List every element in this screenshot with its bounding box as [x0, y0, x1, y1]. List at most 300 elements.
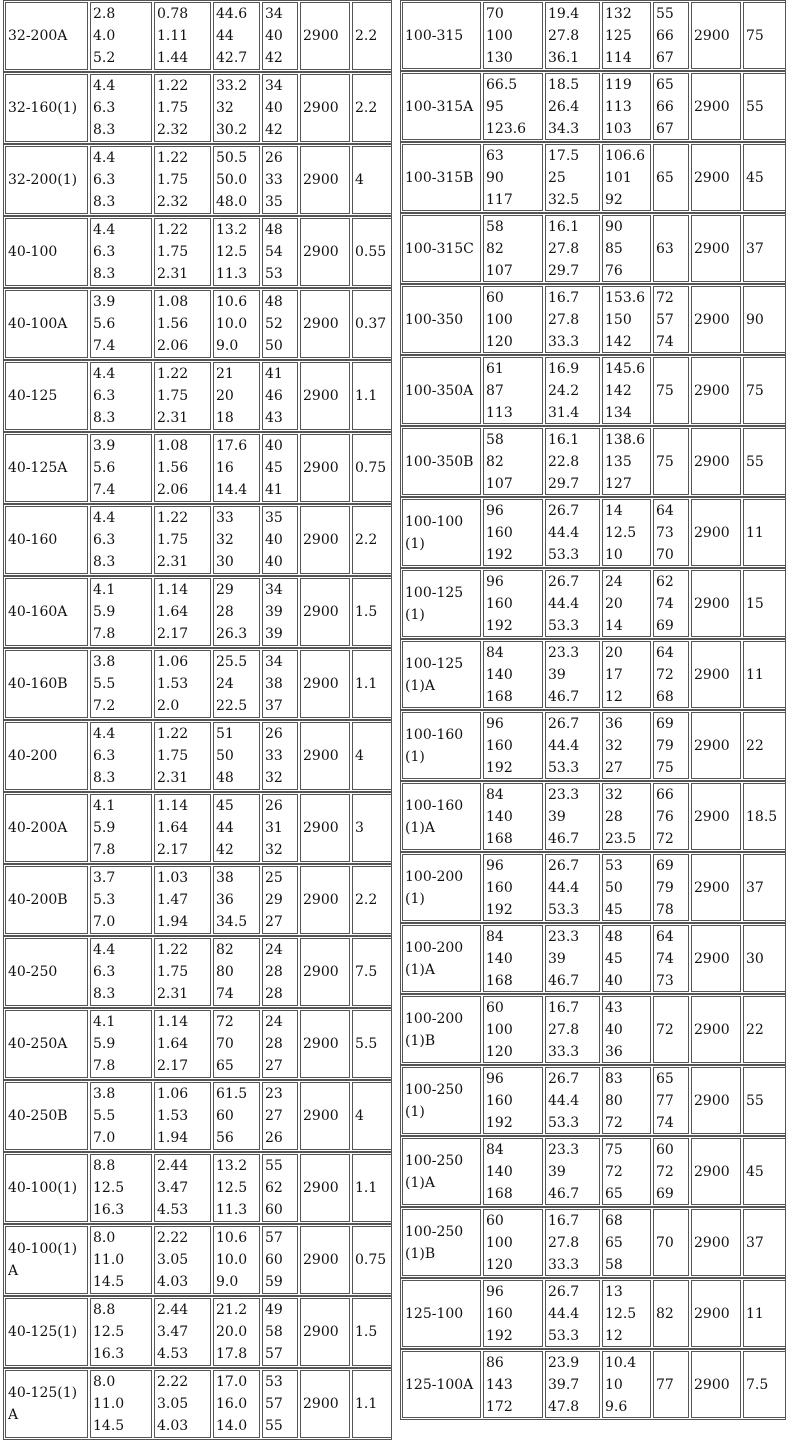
- cell-value: 66: [656, 27, 674, 44]
- cell-value: 66: [656, 786, 674, 803]
- cell-value: 25.5: [216, 654, 248, 670]
- cell-value: 7.8: [93, 1058, 116, 1074]
- flow-ls-cell: [545, 783, 600, 850]
- cell-value: 0.78: [157, 6, 189, 22]
- cell-value: 72: [656, 666, 674, 683]
- cell-value: 160: [486, 1305, 513, 1322]
- table-row: [400, 497, 786, 568]
- cell-value: 23.9: [548, 1354, 580, 1371]
- flow-ls-cell: [154, 722, 211, 790]
- cell-value: 6.3: [93, 748, 116, 764]
- cell-value: 1.75: [157, 748, 189, 764]
- cell-value: 53.3: [548, 759, 580, 776]
- speed-cell: 2900: [300, 866, 350, 934]
- cell-value: 140: [486, 1163, 513, 1180]
- cell-value: 33.3: [548, 1043, 580, 1060]
- cell-value: 3.05: [157, 1252, 189, 1268]
- cell-value: 42: [265, 122, 283, 138]
- cell-value: 30.2: [216, 122, 248, 138]
- cell-value: 79: [656, 737, 674, 754]
- flow-m3h-cell: [90, 1082, 152, 1150]
- flow-m3h-cell: [483, 428, 543, 495]
- flow-ls-cell: [545, 1351, 600, 1418]
- cell-value: 73: [656, 972, 674, 989]
- flow-m3h-cell: [90, 722, 152, 790]
- efficiency-cell: [653, 1209, 689, 1276]
- model-cell: 100-250(1): [402, 1067, 481, 1134]
- cell-value: 4.4: [93, 150, 116, 166]
- power-cell: 7.5: [352, 938, 392, 1006]
- cell-value: 28: [265, 964, 283, 980]
- cell-value: 12.5: [605, 524, 637, 541]
- model-cell: 32-200(1): [5, 146, 88, 214]
- cell-value: 84: [486, 928, 504, 945]
- cell-value: 17.0: [216, 1374, 248, 1390]
- cell-value: 41: [265, 482, 283, 498]
- cell-value: 76: [605, 262, 623, 279]
- cell-value: 23.3: [548, 644, 580, 661]
- cell-value: 2.44: [157, 1158, 189, 1174]
- cell-value: 46.7: [548, 830, 580, 847]
- cell-value: 36: [605, 715, 623, 732]
- cell-value: 30: [216, 554, 234, 570]
- cell-value: 57: [265, 1230, 283, 1246]
- power-cell: 7.5: [743, 1351, 786, 1418]
- cell-value: 50.5: [216, 150, 248, 166]
- cell-value: 35: [265, 194, 283, 210]
- speed-cell: 2900: [691, 783, 741, 850]
- cell-value: 26.4: [548, 98, 580, 115]
- flow-ls-cell: [545, 1280, 600, 1347]
- cell-value: 36: [216, 892, 234, 908]
- cell-value: 168: [486, 830, 513, 847]
- cell-value: 38: [265, 676, 283, 692]
- speed-cell: 2900: [691, 357, 741, 424]
- cell-value: 1.06: [157, 1086, 189, 1102]
- cell-value: 2.06: [157, 338, 189, 354]
- cell-value: 106.6: [605, 147, 646, 164]
- table-row: [400, 1278, 786, 1349]
- cell-value: 12.5: [605, 1305, 637, 1322]
- cell-value: 65: [656, 1070, 674, 1087]
- cell-value: 145.6: [605, 360, 646, 377]
- cell-value: 10.4: [605, 1354, 637, 1371]
- cell-value: 172: [486, 1398, 513, 1415]
- flow-ls-cell: [154, 506, 211, 574]
- cell-value: 39: [265, 626, 283, 642]
- cell-value: 160: [486, 595, 513, 612]
- flow-m3h-cell: [483, 570, 543, 637]
- cell-value: 153.6: [605, 289, 646, 306]
- table-row: [3, 504, 392, 576]
- cell-value: 60: [486, 999, 504, 1016]
- table-row-cells: [5, 218, 390, 286]
- cell-value: 33: [265, 172, 283, 188]
- cell-value: 4.4: [93, 942, 116, 958]
- head-cell: [213, 866, 260, 934]
- table-row: [3, 432, 392, 504]
- speed-cell: 2900: [691, 1138, 741, 1205]
- cell-value: 38: [216, 870, 234, 886]
- power-cell: 37: [743, 215, 786, 282]
- cell-value: 14.5: [93, 1418, 125, 1434]
- cell-value: 1.56: [157, 460, 189, 476]
- cell-value: 77: [656, 1376, 674, 1393]
- cell-value: 53.3: [548, 1114, 580, 1131]
- cell-value: 96: [486, 1283, 504, 1300]
- cell-value: 9.0: [216, 338, 239, 354]
- cell-value: 44.4: [548, 1092, 580, 1109]
- flow-ls-cell: [154, 1370, 211, 1438]
- model-cell: 32-160(1): [5, 74, 88, 142]
- cell-value: 4.4: [93, 78, 116, 94]
- cell-value: 32.5: [548, 191, 580, 208]
- flow-ls-cell: [154, 290, 211, 358]
- model-cell: 100-315A: [402, 73, 481, 140]
- cell-value: 29: [265, 892, 283, 908]
- speed-cell: 2900: [300, 218, 350, 286]
- flow-ls-cell: [154, 434, 211, 502]
- efficiency-cell: [262, 146, 298, 214]
- table-row-cells: [402, 712, 784, 779]
- cell-value: 1.22: [157, 942, 189, 958]
- flow-m3h-cell: [90, 74, 152, 142]
- speed-cell: 2900: [300, 146, 350, 214]
- cell-value: 4.03: [157, 1274, 189, 1290]
- table-row-cells: [5, 434, 390, 502]
- cell-value: 53.3: [548, 901, 580, 918]
- table-row: [400, 568, 786, 639]
- table-row: [3, 1008, 392, 1080]
- cell-value: 80: [605, 1092, 623, 1109]
- table-row: [3, 864, 392, 936]
- cell-value: 119: [605, 76, 632, 93]
- cell-value: 45: [605, 901, 623, 918]
- cell-value: 75: [656, 759, 674, 776]
- speed-cell: 2900: [300, 578, 350, 646]
- cell-value: 142: [605, 382, 632, 399]
- table-row-cells: [5, 290, 390, 358]
- cell-value: 1.75: [157, 388, 189, 404]
- cell-value: 1.14: [157, 1014, 189, 1030]
- cell-value: 16: [216, 460, 234, 476]
- speed-cell: 2900: [691, 2, 741, 69]
- cell-value: 8.0: [93, 1374, 116, 1390]
- cell-value: 1.22: [157, 726, 189, 742]
- flow-ls-cell: [154, 794, 211, 862]
- flow-ls-cell: [154, 2, 211, 70]
- cell-value: 3.7: [93, 870, 116, 886]
- table-row-cells: [5, 578, 390, 646]
- cell-value: 63: [656, 240, 674, 257]
- cell-value: 26: [265, 798, 283, 814]
- table-row-cells: [402, 1351, 784, 1418]
- efficiency-cell: [262, 650, 298, 718]
- speed-cell: 2900: [691, 854, 741, 921]
- cell-value: 100: [486, 1021, 513, 1038]
- efficiency-cell: [653, 2, 689, 69]
- cell-value: 10: [605, 546, 623, 563]
- cell-value: 61: [486, 360, 504, 377]
- cell-value: 113: [605, 98, 632, 115]
- cell-value: 75: [656, 382, 674, 399]
- speed-cell: 2900: [300, 1226, 350, 1294]
- flow-m3h-cell: [90, 1370, 152, 1438]
- flow-ls-cell: [154, 146, 211, 214]
- cell-value: 192: [486, 546, 513, 563]
- flow-ls-cell: [154, 578, 211, 646]
- power-cell: 0.55: [352, 218, 392, 286]
- cell-value: 8.3: [93, 122, 116, 138]
- model-cell: 40-160B: [5, 650, 88, 718]
- speed-cell: 2900: [691, 499, 741, 566]
- efficiency-cell: [262, 1226, 298, 1294]
- cell-value: 20.0: [216, 1324, 248, 1340]
- efficiency-cell: [653, 925, 689, 992]
- table-row-cells: [5, 1298, 390, 1366]
- flow-ls-cell: [154, 1082, 211, 1150]
- table-row-cells: [5, 650, 390, 718]
- power-cell: 22: [743, 712, 786, 779]
- speed-cell: 2900: [300, 1154, 350, 1222]
- table-row-cells: [402, 215, 784, 282]
- cell-value: 123.6: [486, 120, 527, 137]
- head-cell: [213, 218, 260, 286]
- cell-value: 5.3: [93, 892, 116, 908]
- cell-value: 45: [265, 460, 283, 476]
- power-cell: 4: [352, 722, 392, 790]
- cell-value: 53: [265, 266, 283, 282]
- table-row: [400, 284, 786, 355]
- cell-value: 49: [265, 1302, 283, 1318]
- efficiency-cell: [653, 428, 689, 495]
- cell-value: 135: [605, 453, 632, 470]
- cell-value: 10: [605, 1376, 623, 1393]
- efficiency-cell: [653, 1280, 689, 1347]
- head-cell: [213, 290, 260, 358]
- cell-value: 160: [486, 524, 513, 541]
- cell-value: 40: [265, 554, 283, 570]
- cell-value: 5.9: [93, 604, 116, 620]
- cell-value: 96: [486, 715, 504, 732]
- table-row: [3, 72, 392, 144]
- table-row: [400, 0, 786, 71]
- cell-value: 32: [265, 770, 283, 786]
- cell-value: 1.22: [157, 222, 189, 238]
- power-cell: 0.75: [352, 434, 392, 502]
- cell-value: 18.5: [548, 76, 580, 93]
- cell-value: 29.7: [548, 475, 580, 492]
- speed-cell: 2900: [300, 1010, 350, 1078]
- cell-value: 76: [656, 808, 674, 825]
- table-row: [3, 360, 392, 432]
- cell-value: 60: [216, 1108, 234, 1124]
- flow-ls-cell: [545, 215, 600, 282]
- table-row: [3, 0, 392, 72]
- power-cell: 75: [743, 2, 786, 69]
- cell-value: 26: [265, 1130, 283, 1146]
- cell-value: 8.3: [93, 770, 116, 786]
- cell-value: 34: [265, 78, 283, 94]
- cell-value: 40: [605, 972, 623, 989]
- cell-value: 85: [605, 240, 623, 257]
- cell-value: 2.31: [157, 266, 189, 282]
- head-cell: [602, 357, 651, 424]
- model-cell: 40-125(1): [5, 1298, 88, 1366]
- flow-ls-cell: [545, 286, 600, 353]
- cell-value: 100: [486, 27, 513, 44]
- power-cell: 1.1: [352, 650, 392, 718]
- cell-value: 3.8: [93, 654, 116, 670]
- table-row-cells: [5, 506, 390, 574]
- speed-cell: 2900: [300, 938, 350, 1006]
- cell-value: 29: [216, 582, 234, 598]
- cell-value: 160: [486, 879, 513, 896]
- power-cell: 90: [743, 286, 786, 353]
- cell-value: 45: [605, 950, 623, 967]
- model-cell: 40-125(1)A: [5, 1370, 88, 1438]
- table-row: [400, 994, 786, 1065]
- cell-value: 39: [548, 666, 566, 683]
- cell-value: 5.6: [93, 316, 116, 332]
- cell-value: 4.1: [93, 1014, 116, 1030]
- model-cell: 125-100A: [402, 1351, 481, 1418]
- power-cell: 11: [743, 499, 786, 566]
- power-cell: 1.5: [352, 1298, 392, 1366]
- cell-value: 7.4: [93, 482, 116, 498]
- model-cell: 100-160(1)A: [402, 783, 481, 850]
- table-row-cells: [402, 2, 784, 69]
- power-cell: 1.1: [352, 362, 392, 430]
- efficiency-cell: [653, 215, 689, 282]
- cell-value: 42.7: [216, 50, 248, 66]
- model-cell: 100-350: [402, 286, 481, 353]
- cell-value: 132: [605, 5, 632, 22]
- cell-value: 96: [486, 573, 504, 590]
- cell-value: 27: [605, 759, 623, 776]
- table-row: [3, 1080, 392, 1152]
- speed-cell: 2900: [691, 428, 741, 495]
- cell-value: 127: [605, 475, 632, 492]
- cell-value: 34.3: [548, 120, 580, 137]
- table-row: [3, 216, 392, 288]
- cell-value: 46.7: [548, 688, 580, 705]
- cell-value: 113: [486, 404, 513, 421]
- speed-cell: 2900: [691, 1067, 741, 1134]
- cell-value: 23.3: [548, 928, 580, 945]
- cell-value: 8.3: [93, 194, 116, 210]
- table-row-cells: [5, 1082, 390, 1150]
- cell-value: 64: [656, 502, 674, 519]
- power-cell: 0.37: [352, 290, 392, 358]
- model-cell: 40-250A: [5, 1010, 88, 1078]
- cell-value: 34: [265, 654, 283, 670]
- efficiency-cell: [262, 434, 298, 502]
- cell-value: 62: [265, 1180, 283, 1196]
- cell-value: 26: [265, 150, 283, 166]
- cell-value: 1.03: [157, 870, 189, 886]
- cell-value: 120: [486, 1043, 513, 1060]
- cell-value: 2.17: [157, 842, 189, 858]
- cell-value: 8.0: [93, 1230, 116, 1246]
- model-cell: 40-250: [5, 938, 88, 1006]
- table-row-cells: [5, 74, 390, 142]
- cell-value: 3.9: [93, 294, 116, 310]
- cell-value: 56: [216, 1130, 234, 1146]
- cell-value: 32: [605, 786, 623, 803]
- cell-value: 86: [486, 1354, 504, 1371]
- power-cell: 22: [743, 996, 786, 1063]
- cell-value: 2.17: [157, 1058, 189, 1074]
- cell-value: 26: [265, 726, 283, 742]
- cell-value: 33.2: [216, 78, 248, 94]
- cell-value: 10.6: [216, 294, 248, 310]
- cell-value: 27.8: [548, 1234, 580, 1251]
- cell-value: 1.56: [157, 316, 189, 332]
- table-row-cells: [5, 866, 390, 934]
- flow-ls-cell: [545, 1067, 600, 1134]
- cell-value: 62: [656, 573, 674, 590]
- cell-value: 3.47: [157, 1180, 189, 1196]
- cell-value: 168: [486, 972, 513, 989]
- cell-value: 27.8: [548, 240, 580, 257]
- cell-value: 2.44: [157, 1302, 189, 1318]
- cell-value: 125: [605, 27, 632, 44]
- table-row: [3, 576, 392, 648]
- speed-cell: 2900: [300, 434, 350, 502]
- head-cell: [213, 74, 260, 142]
- cell-value: 10.0: [216, 1252, 248, 1268]
- flow-ls-cell: [154, 1226, 211, 1294]
- cell-value: 53.3: [548, 546, 580, 563]
- cell-value: 13: [605, 1283, 623, 1300]
- pump-table-right: [400, 0, 786, 1420]
- flow-m3h-cell: [90, 218, 152, 286]
- cell-value: 92: [605, 191, 623, 208]
- cell-value: 11.3: [216, 266, 248, 282]
- cell-value: 26.3: [216, 626, 248, 642]
- cell-value: 2.0: [157, 698, 180, 714]
- cell-value: 75: [605, 1141, 623, 1158]
- table-row-cells: [402, 286, 784, 353]
- efficiency-cell: [262, 218, 298, 286]
- cell-value: 6.3: [93, 532, 116, 548]
- cell-value: 48: [605, 928, 623, 945]
- power-cell: 55: [743, 1067, 786, 1134]
- cell-value: 80: [216, 964, 234, 980]
- cell-value: 54: [265, 244, 283, 260]
- flow-ls-cell: [545, 854, 600, 921]
- power-cell: 5.5: [352, 1010, 392, 1078]
- cell-value: 114: [605, 49, 632, 66]
- flow-m3h-cell: [90, 578, 152, 646]
- cell-value: 4.0: [93, 28, 116, 44]
- power-cell: 45: [743, 144, 786, 211]
- cell-value: 26.7: [548, 1283, 580, 1300]
- cell-value: 33.3: [548, 1256, 580, 1273]
- cell-value: 84: [486, 644, 504, 661]
- flow-ls-cell: [154, 938, 211, 1006]
- flow-m3h-cell: [483, 286, 543, 353]
- efficiency-cell: [653, 712, 689, 779]
- cell-value: 65: [605, 1234, 623, 1251]
- flow-m3h-cell: [90, 506, 152, 574]
- cell-value: 82: [486, 453, 504, 470]
- efficiency-cell: [262, 1154, 298, 1222]
- table-row: [3, 288, 392, 360]
- cell-value: 43: [605, 999, 623, 1016]
- speed-cell: 2900: [691, 144, 741, 211]
